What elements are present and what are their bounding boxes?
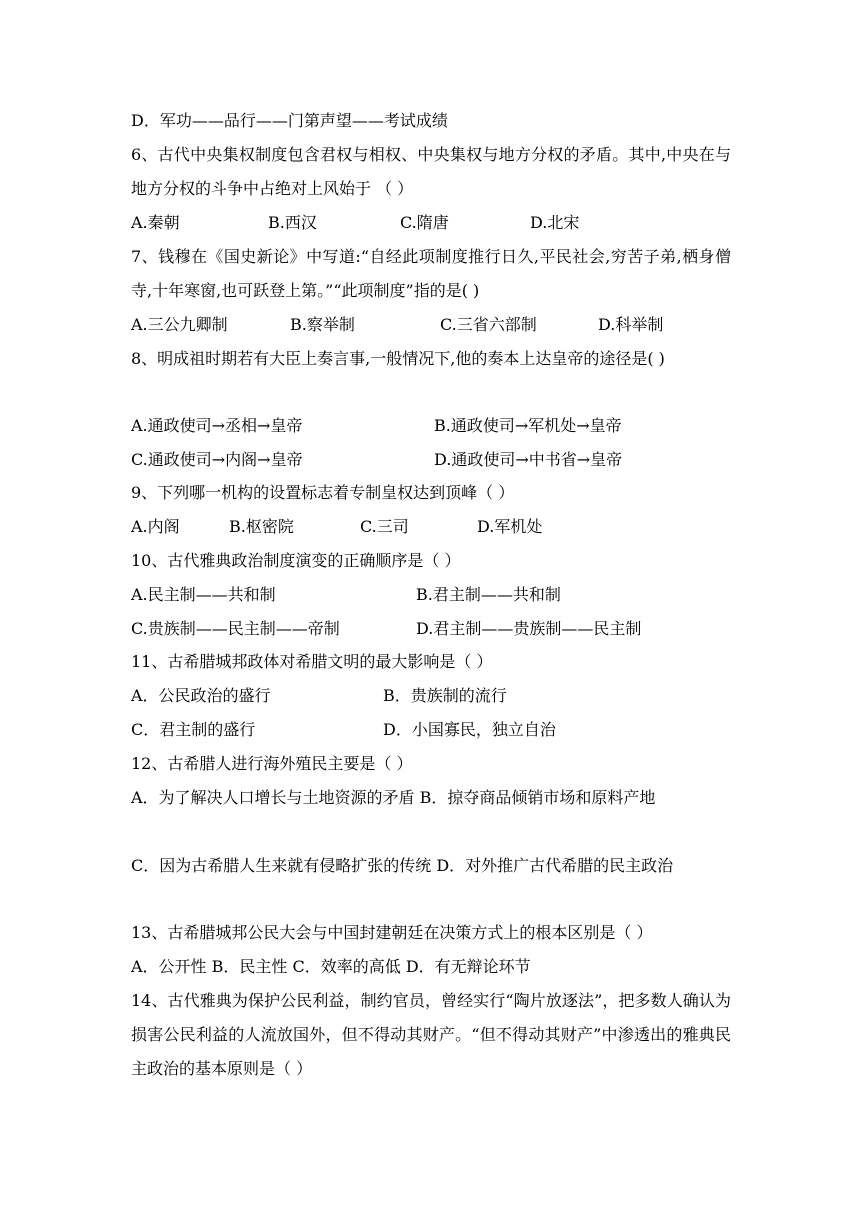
question-6-option-d: D.北宋 <box>530 213 580 232</box>
question-7-option-c: C.三省六部制 <box>440 315 537 334</box>
question-12-options-ab: A．为了解决人口增长与土地资源的矛盾 B．掠夺商品倾销市场和原料产地 <box>131 788 656 807</box>
question-5-option-d: D．军功——品行——门第声望——考试成绩 <box>131 111 448 130</box>
question-14-stem: 14、古代雅典为保护公民利益，制约官员，曾经实行“陶片放逐法”，把多数人确认为损害公民利益的人流放国外，但不得动其财产。“但不得动其财产”中渗透出的雅典民主政治的基本原则是（ ） <box>131 991 731 1078</box>
question-8-option-c: C.通政使司→内阁→皇帝 <box>131 450 303 469</box>
question-8-stem: 8、明成祖时期若有大臣上奏言事,一般情况下,他的奏本上达皇帝的途径是( ) <box>131 349 665 368</box>
question-12-stem: 12、古希腊人进行海外殖民主要是（ ） <box>131 754 413 773</box>
question-13-stem: 13、古希腊城邦公民大会与中国封建朝廷在决策方式上的根本区别是（ ） <box>131 923 653 942</box>
question-10-option-b: B.君主制——共和制 <box>416 585 561 604</box>
question-13-options: A．公开性 B．民主性 C．效率的高低 D．有无辩论环节 <box>131 957 531 976</box>
question-9-option-a: A.内阁 <box>131 517 180 536</box>
question-10-stem: 10、古代雅典政治制度演变的正确顺序是（ ） <box>131 551 461 570</box>
question-6-option-b: B.西汉 <box>268 213 317 232</box>
question-12-options-cd: C．因为古希腊人生来就有侵略扩张的传统 D．对外推广古代希腊的民主政治 <box>131 856 674 875</box>
question-7-option-d: D.科举制 <box>598 315 664 334</box>
question-6-stem: 6、古代中央集权制度包含君权与相权、中央集权与地方分权的矛盾。其中,中央在与地方分权的斗争中占绝对上风始于 （ ） <box>131 145 731 198</box>
question-8-option-d: D.通政使司→中书省→皇帝 <box>434 450 623 469</box>
question-10-option-a: A.民主制——共和制 <box>131 585 276 604</box>
question-11-stem: 11、古希腊城邦政体对希腊文明的最大影响是（ ） <box>131 652 493 671</box>
question-9-option-d: D.军机处 <box>477 517 543 536</box>
question-7-option-b: B.察举制 <box>290 315 355 334</box>
question-11-option-b: B．贵族制的流行 <box>383 686 507 705</box>
question-11-option-c: C．君主制的盛行 <box>131 720 256 739</box>
question-7-option-a: A.三公九卿制 <box>131 315 228 334</box>
question-9-option-b: B.枢密院 <box>229 517 294 536</box>
question-10-option-d: D.君主制——贵族制——民主制 <box>416 619 642 638</box>
question-6-option-c: C.隋唐 <box>400 213 449 232</box>
question-10-option-c: C.贵族制——民主制——帝制 <box>131 619 340 638</box>
question-9-stem: 9、下列哪一机构的设置标志着专制皇权达到顶峰（ ） <box>131 483 515 502</box>
question-11-option-d: D．小国寡民，独立自治 <box>383 720 556 739</box>
question-8-option-b: B.通政使司→军机处→皇帝 <box>434 416 622 435</box>
question-9-option-c: C.三司 <box>360 517 409 536</box>
question-8-option-a: A.通政使司→丞相→皇帝 <box>131 416 303 435</box>
question-6-option-a: A.秦朝 <box>131 213 180 232</box>
question-7-stem: 7、钱穆在《国史新论》中写道:“自经此项制度推行日久,平民社会,穷苦子弟,栖身僧寺,十年寒窗,也可跃登上第。”“此项制度”指的是( ) <box>131 247 731 300</box>
question-11-option-a: A．公民政治的盛行 <box>131 686 271 705</box>
